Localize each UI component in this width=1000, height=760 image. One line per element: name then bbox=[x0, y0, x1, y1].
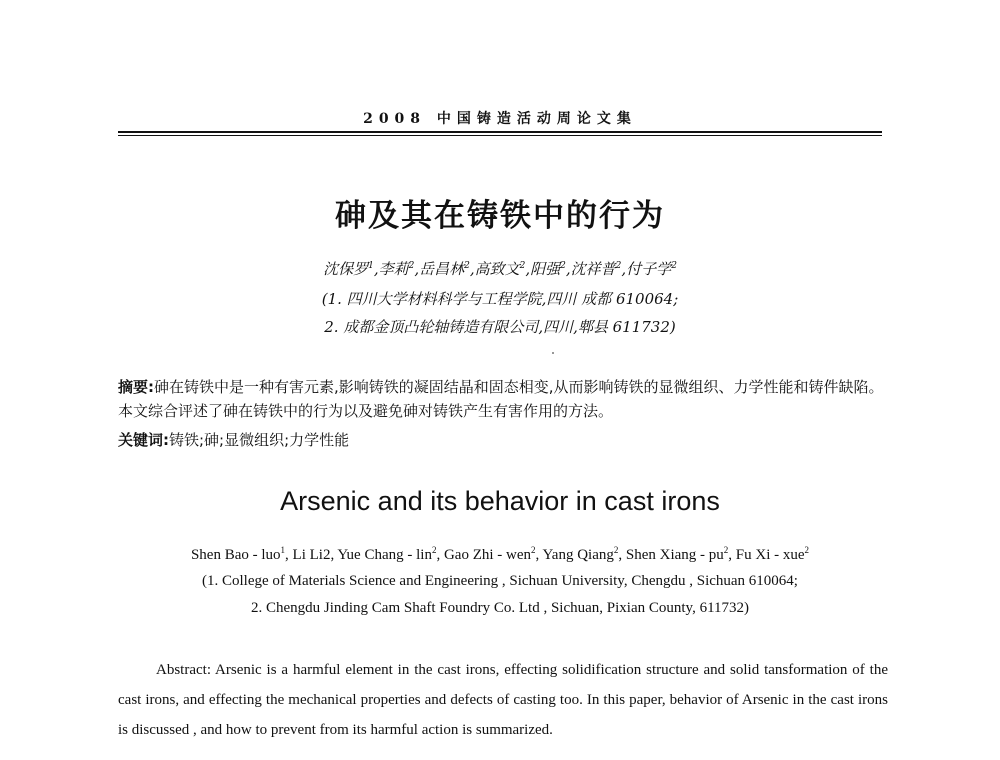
scan-speck bbox=[552, 352, 554, 354]
chinese-abstract bbox=[118, 375, 888, 423]
english-abstract bbox=[118, 655, 888, 745]
chinese-affiliation-2: 2. 成都金顶凸轮轴铸造有限公司,四川,郫县 611732) bbox=[324, 318, 676, 336]
english-abstract-label: Abstract: bbox=[156, 662, 211, 678]
chinese-abstract-text: 砷在铸铁中是一种有害元素,影响铸铁的凝固结晶和固态相变,从而影响铸铁的显微组织、力学性能和铸件缺陷。本文综合评述了砷在铸铁中的行为以及避免砷对铸铁产生有害作用的方法。 bbox=[118, 378, 884, 420]
header-rule-thin bbox=[118, 135, 882, 136]
english-authors: Shen Bao - luo$^1$, Li Li2, Yue Chang - lin$^2$, Gao Zhi - wen$^2$, Yang Qiang$^2$, Shen Xiang - $pu^2$, Fu Xi - xue$^2$ bbox=[190, 545, 810, 563]
english-abstract-text: Arsenic is a harmful element in the cast irons, effecting solidification structure and solid tansformation of the cast irons, and effecting the mechanical properties and defects of casting too. In this paper, behavior of Arsenic in the cast irons is discussed , and how to prevent from its harmful action is summarized. bbox=[118, 662, 888, 738]
chinese-abstract-label: 摘要: bbox=[118, 378, 154, 396]
header-rule-thick bbox=[118, 131, 882, 133]
running-header: 2008 中国铸造活动周论文集 bbox=[363, 111, 637, 127]
chinese-title: 砷及其在铸铁中的行为 bbox=[335, 198, 665, 234]
english-affiliation-1: (1. College of Materials Science and Engineering , Sichuan University, Chengdu , Sichuan 610064; bbox=[202, 573, 798, 589]
chinese-affiliation-1: (1. 四川大学材料科学与工程学院,四川 成都 610064; bbox=[321, 290, 679, 308]
chinese-keywords bbox=[118, 428, 888, 452]
chinese-keywords-text: 铸铁;砷;显微组织;力学性能 bbox=[169, 431, 350, 449]
chinese-authors: 沈保罗$^1$,李莉$^2$,岳昌林$^2$,高致文$^2$,阳强$^2$,沈祥普$^2$,付子学$^2$ bbox=[323, 260, 677, 278]
english-affiliation-2: 2. Chengdu Jinding Cam Shaft Foundry Co. Ltd , Sichuan, Pixian County, 611732) bbox=[250, 600, 750, 616]
english-title: Arsenic and its behavior in cast irons bbox=[280, 486, 720, 516]
chinese-keywords-label: 关键词: bbox=[118, 431, 169, 449]
